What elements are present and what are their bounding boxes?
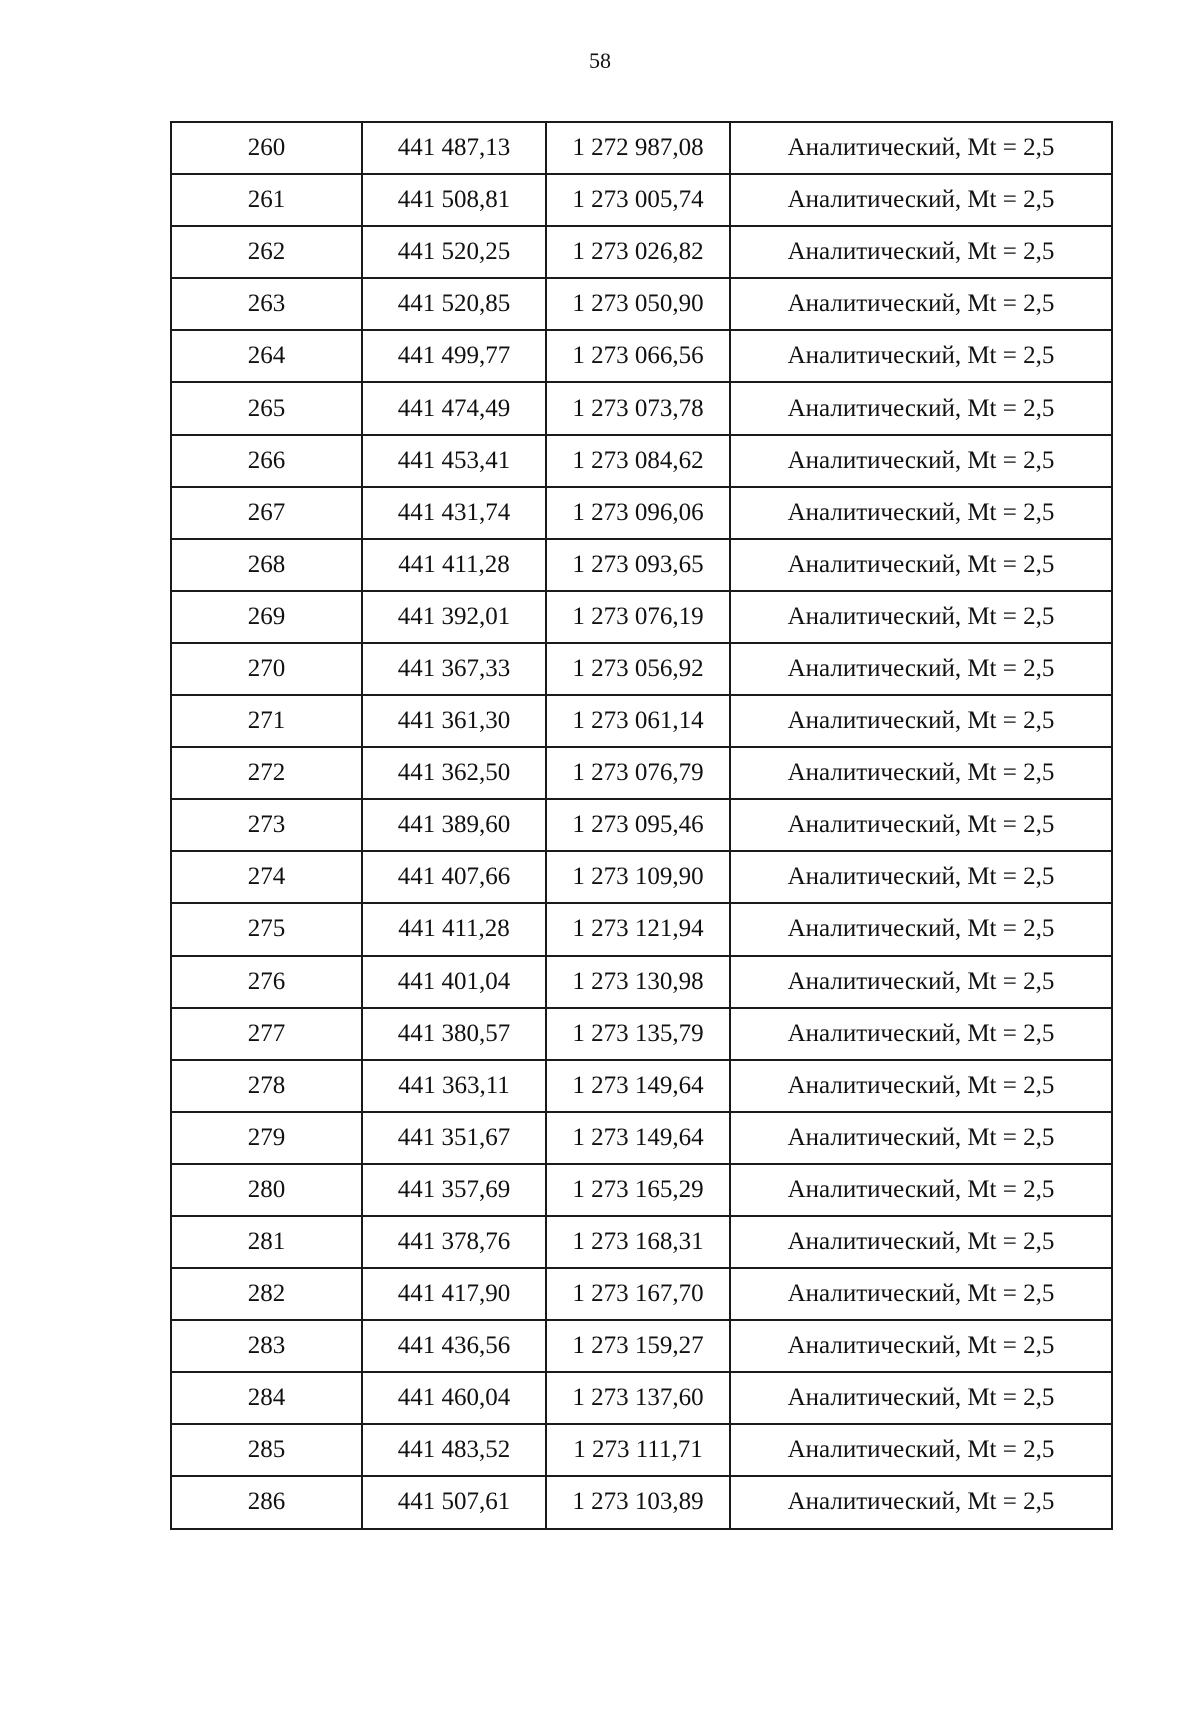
- table-row: [171, 1372, 1112, 1424]
- y-coordinate-cell: 1 273 096,06: [546, 487, 730, 539]
- method-cell: Аналитический, Mt = 2,5: [730, 278, 1112, 330]
- y-coordinate-cell: 1 273 149,64: [546, 1060, 730, 1112]
- x-coordinate-cell: 441 380,57: [362, 1008, 546, 1060]
- x-coordinate-cell: 441 411,28: [362, 903, 546, 955]
- table-row: [171, 1060, 1112, 1112]
- y-coordinate-cell: 1 273 050,90: [546, 278, 730, 330]
- point-number-cell: 266: [171, 435, 362, 487]
- x-coordinate-cell: 441 407,66: [362, 851, 546, 903]
- x-coordinate-cell: 441 401,04: [362, 956, 546, 1008]
- table-row: [171, 330, 1112, 382]
- y-coordinate-cell: 1 273 149,64: [546, 1112, 730, 1164]
- x-coordinate-cell: 441 453,41: [362, 435, 546, 487]
- method-cell: Аналитический, Mt = 2,5: [730, 539, 1112, 591]
- table-row: [171, 956, 1112, 1008]
- table-row: [171, 903, 1112, 955]
- method-cell: Аналитический, Mt = 2,5: [730, 643, 1112, 695]
- x-coordinate-cell: 441 362,50: [362, 747, 546, 799]
- point-number-cell: 286: [171, 1476, 362, 1528]
- point-number-cell: 285: [171, 1424, 362, 1476]
- method-cell: Аналитический, Mt = 2,5: [730, 1008, 1112, 1060]
- y-coordinate-cell: 1 273 121,94: [546, 903, 730, 955]
- method-cell: Аналитический, Mt = 2,5: [730, 435, 1112, 487]
- y-coordinate-cell: 1 273 076,19: [546, 591, 730, 643]
- point-number-cell: 280: [171, 1164, 362, 1216]
- x-coordinate-cell: 441 363,11: [362, 1060, 546, 1112]
- point-number-cell: 282: [171, 1268, 362, 1320]
- table-row: [171, 435, 1112, 487]
- x-coordinate-cell: 441 499,77: [362, 330, 546, 382]
- point-number-cell: 271: [171, 695, 362, 747]
- y-coordinate-cell: 1 273 093,65: [546, 539, 730, 591]
- point-number-cell: 269: [171, 591, 362, 643]
- method-cell: Аналитический, Mt = 2,5: [730, 1112, 1112, 1164]
- point-number-cell: 267: [171, 487, 362, 539]
- x-coordinate-cell: 441 520,25: [362, 226, 546, 278]
- point-number-cell: 268: [171, 539, 362, 591]
- y-coordinate-cell: 1 273 135,79: [546, 1008, 730, 1060]
- x-coordinate-cell: 441 483,52: [362, 1424, 546, 1476]
- y-coordinate-cell: 1 273 111,71: [546, 1424, 730, 1476]
- method-cell: Аналитический, Mt = 2,5: [730, 1372, 1112, 1424]
- x-coordinate-cell: 441 411,28: [362, 539, 546, 591]
- method-cell: Аналитический, Mt = 2,5: [730, 1476, 1112, 1528]
- method-cell: Аналитический, Mt = 2,5: [730, 1216, 1112, 1268]
- table-row: [171, 1008, 1112, 1060]
- point-number-cell: 274: [171, 851, 362, 903]
- y-coordinate-cell: 1 273 076,79: [546, 747, 730, 799]
- x-coordinate-cell: 441 460,04: [362, 1372, 546, 1424]
- table-row: [171, 591, 1112, 643]
- table-row: [171, 487, 1112, 539]
- page-number: 58: [589, 48, 611, 73]
- table-row: [171, 799, 1112, 851]
- table-row: [171, 1216, 1112, 1268]
- y-coordinate-cell: 1 273 137,60: [546, 1372, 730, 1424]
- point-number-cell: 278: [171, 1060, 362, 1112]
- method-cell: Аналитический, Mt = 2,5: [730, 851, 1112, 903]
- x-coordinate-cell: 441 361,30: [362, 695, 546, 747]
- x-coordinate-cell: 441 436,56: [362, 1320, 546, 1372]
- point-number-cell: 265: [171, 382, 362, 434]
- point-number-cell: 275: [171, 903, 362, 955]
- method-cell: Аналитический, Mt = 2,5: [730, 956, 1112, 1008]
- y-coordinate-cell: 1 273 130,98: [546, 956, 730, 1008]
- y-coordinate-cell: 1 273 005,74: [546, 174, 730, 226]
- x-coordinate-cell: 441 351,67: [362, 1112, 546, 1164]
- method-cell: Аналитический, Mt = 2,5: [730, 122, 1112, 174]
- x-coordinate-cell: 441 392,01: [362, 591, 546, 643]
- y-coordinate-cell: 1 273 026,82: [546, 226, 730, 278]
- table-row: [171, 226, 1112, 278]
- point-number-cell: 284: [171, 1372, 362, 1424]
- method-cell: Аналитический, Mt = 2,5: [730, 1424, 1112, 1476]
- point-number-cell: 272: [171, 747, 362, 799]
- table-row: [171, 1424, 1112, 1476]
- x-coordinate-cell: 441 417,90: [362, 1268, 546, 1320]
- point-number-cell: 264: [171, 330, 362, 382]
- y-coordinate-cell: 1 273 167,70: [546, 1268, 730, 1320]
- table-row: [171, 695, 1112, 747]
- y-coordinate-cell: 1 273 165,29: [546, 1164, 730, 1216]
- method-cell: Аналитический, Mt = 2,5: [730, 330, 1112, 382]
- y-coordinate-cell: 1 273 073,78: [546, 382, 730, 434]
- x-coordinate-cell: 441 357,69: [362, 1164, 546, 1216]
- method-cell: Аналитический, Mt = 2,5: [730, 695, 1112, 747]
- point-number-cell: 263: [171, 278, 362, 330]
- table-row: [171, 1476, 1112, 1528]
- point-number-cell: 277: [171, 1008, 362, 1060]
- coordinates-table-body: [171, 122, 1112, 1529]
- table-row: [171, 1320, 1112, 1372]
- table-row: [171, 539, 1112, 591]
- method-cell: Аналитический, Mt = 2,5: [730, 591, 1112, 643]
- table-row: [171, 278, 1112, 330]
- point-number-cell: 273: [171, 799, 362, 851]
- method-cell: Аналитический, Mt = 2,5: [730, 382, 1112, 434]
- y-coordinate-cell: 1 273 066,56: [546, 330, 730, 382]
- y-coordinate-cell: 1 273 103,89: [546, 1476, 730, 1528]
- point-number-cell: 281: [171, 1216, 362, 1268]
- table-row: [171, 382, 1112, 434]
- y-coordinate-cell: 1 273 168,31: [546, 1216, 730, 1268]
- method-cell: Аналитический, Mt = 2,5: [730, 487, 1112, 539]
- point-number-cell: 283: [171, 1320, 362, 1372]
- table-row: [171, 1164, 1112, 1216]
- method-cell: Аналитический, Mt = 2,5: [730, 174, 1112, 226]
- method-cell: Аналитический, Mt = 2,5: [730, 747, 1112, 799]
- x-coordinate-cell: 441 378,76: [362, 1216, 546, 1268]
- y-coordinate-cell: 1 272 987,08: [546, 122, 730, 174]
- x-coordinate-cell: 441 508,81: [362, 174, 546, 226]
- point-number-cell: 270: [171, 643, 362, 695]
- table-row: [171, 747, 1112, 799]
- table-row: [171, 851, 1112, 903]
- x-coordinate-cell: 441 389,60: [362, 799, 546, 851]
- point-number-cell: 261: [171, 174, 362, 226]
- table-row: [171, 1268, 1112, 1320]
- table-row: [171, 122, 1112, 174]
- table-row: [171, 174, 1112, 226]
- x-coordinate-cell: 441 507,61: [362, 1476, 546, 1528]
- y-coordinate-cell: 1 273 095,46: [546, 799, 730, 851]
- method-cell: Аналитический, Mt = 2,5: [730, 1268, 1112, 1320]
- point-number-cell: 262: [171, 226, 362, 278]
- point-number-cell: 260: [171, 122, 362, 174]
- x-coordinate-cell: 441 367,33: [362, 643, 546, 695]
- x-coordinate-cell: 441 431,74: [362, 487, 546, 539]
- x-coordinate-cell: 441 474,49: [362, 382, 546, 434]
- y-coordinate-cell: 1 273 084,62: [546, 435, 730, 487]
- y-coordinate-cell: 1 273 061,14: [546, 695, 730, 747]
- table-row: [171, 643, 1112, 695]
- x-coordinate-cell: 441 520,85: [362, 278, 546, 330]
- method-cell: Аналитический, Mt = 2,5: [730, 903, 1112, 955]
- coordinates-table: [170, 121, 1113, 1530]
- y-coordinate-cell: 1 273 056,92: [546, 643, 730, 695]
- table-row: [171, 1112, 1112, 1164]
- x-coordinate-cell: 441 487,13: [362, 122, 546, 174]
- method-cell: Аналитический, Mt = 2,5: [730, 1060, 1112, 1112]
- point-number-cell: 276: [171, 956, 362, 1008]
- method-cell: Аналитический, Mt = 2,5: [730, 1320, 1112, 1372]
- method-cell: Аналитический, Mt = 2,5: [730, 799, 1112, 851]
- method-cell: Аналитический, Mt = 2,5: [730, 1164, 1112, 1216]
- y-coordinate-cell: 1 273 109,90: [546, 851, 730, 903]
- point-number-cell: 279: [171, 1112, 362, 1164]
- y-coordinate-cell: 1 273 159,27: [546, 1320, 730, 1372]
- method-cell: Аналитический, Mt = 2,5: [730, 226, 1112, 278]
